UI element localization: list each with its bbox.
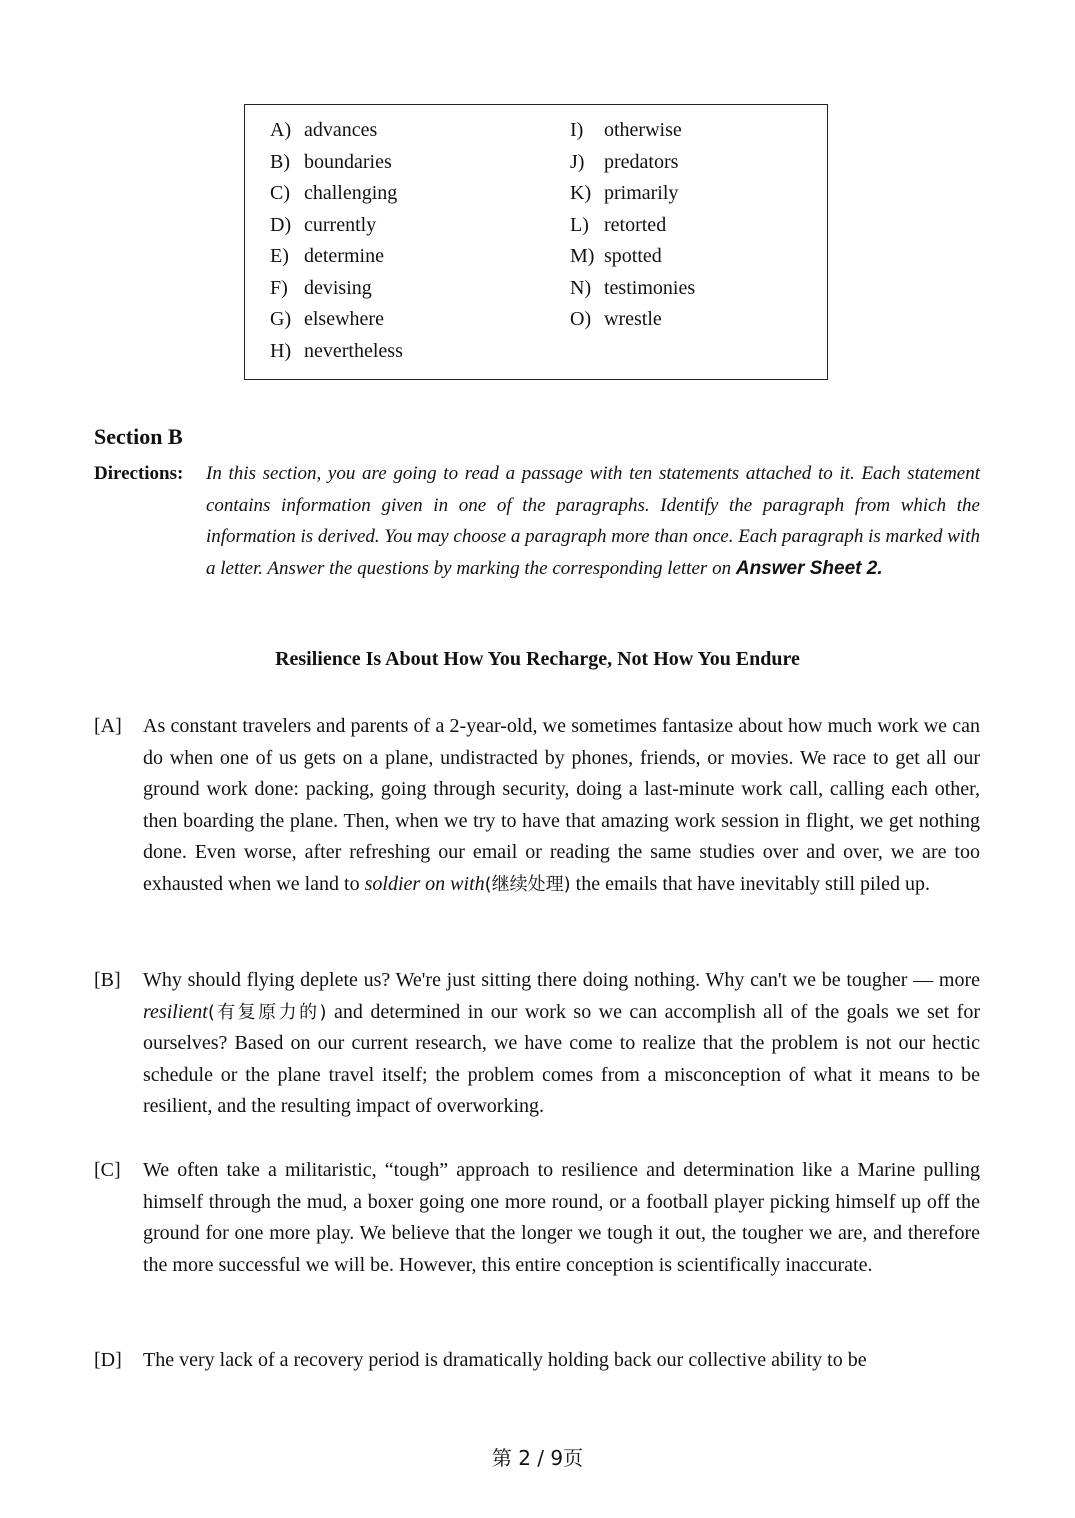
word-bank-left-column xyxy=(270,115,403,367)
word-bank-letter: O) xyxy=(570,308,592,330)
paragraph-text-part: the emails that have inevitably still piled up. xyxy=(575,872,931,895)
word-bank-right-column xyxy=(570,115,695,336)
passage-title: Resilience Is About How You Recharge, Not How You Endure xyxy=(275,648,800,670)
chinese-gloss: (有复原力的) xyxy=(207,1001,327,1023)
word-bank-word: predators xyxy=(604,150,679,173)
word-bank-word: advances xyxy=(304,119,378,141)
word-bank-item xyxy=(270,241,403,273)
directions-label: Directions: xyxy=(94,463,184,484)
word-bank-letter: J) xyxy=(570,150,585,173)
word-bank-letter: F) xyxy=(270,276,288,299)
answer-sheet-reference: Answer Sheet 2. xyxy=(735,557,883,579)
word-bank-item xyxy=(570,273,695,305)
word-bank-letter: H) xyxy=(270,339,292,362)
word-bank-letter: I) xyxy=(570,119,584,141)
word-bank-item xyxy=(570,147,695,179)
paragraph-label: [A] xyxy=(94,715,122,737)
directions-text xyxy=(206,458,980,584)
paragraph-label: [C] xyxy=(94,1159,121,1181)
word-bank-item xyxy=(270,147,403,179)
word-bank-item xyxy=(570,241,695,273)
paragraph-label: [D] xyxy=(94,1349,122,1371)
paragraph-text: The very lack of a recovery period is dramatically holding back our collective ability to be xyxy=(143,1349,867,1371)
paragraph-text-part: and determined in our work so we can accomplish all of the goals we set for ourselves? Based on our current research, we have come to realize that the problem is not our hectic schedule or the plane travel itself; the problem comes from a misconception of what it means to be resilient, and the resulting impact of overworking. xyxy=(143,1000,981,1117)
word-bank-letter: C) xyxy=(270,182,290,204)
word-bank-word: wrestle xyxy=(604,308,662,330)
word-bank-word: otherwise xyxy=(604,119,682,141)
word-bank-word: currently xyxy=(304,213,377,236)
paragraph-text-part: Why should flying deplete us? We're just sitting there doing nothing. Why can't we be tougher — more xyxy=(143,969,980,991)
word-bank-word: nevertheless xyxy=(304,339,403,362)
paragraph-text-part: As constant travelers and parents of a 2-year-old, we sometimes fantasize about how much work we can do when one of us gets on a plane, undistracted by phones, friends, or movies. We race to get all our ground work done: packing, going through security, doing a last-minute work call, calling each other, then boarding the plane. Then, when we try to have that amazing work session in flight, we get nothing done. Even worse, after refreshing our email or reading the same studies over and over, we are too exhausted when we land to xyxy=(143,715,980,895)
word-bank-word: elsewhere xyxy=(304,308,384,330)
chinese-gloss: (继续处理) xyxy=(484,873,571,895)
word-bank-word: boundaries xyxy=(304,150,392,173)
word-bank-word: challenging xyxy=(304,182,398,204)
word-bank-letter: B) xyxy=(270,150,290,173)
word-bank-item xyxy=(570,115,695,147)
word-bank-word: retorted xyxy=(604,213,667,236)
paragraph-text: We often take a militaristic, “tough” approach to resilience and determination like a Marine pulling himself through the mud, a boxer going one more round, or a football player picking himself up off the ground for one more play. We believe that the longer we tough it out, the tougher we are, and therefore the more successful we will be. However, this entire conception is scientifically inaccurate. xyxy=(143,1159,980,1276)
word-bank-letter: D) xyxy=(270,213,292,236)
word-bank-item xyxy=(270,304,403,336)
word-bank-letter: N) xyxy=(570,276,592,299)
paragraph-text xyxy=(143,965,980,1123)
word-bank-word: primarily xyxy=(604,182,679,204)
word-bank-word: testimonies xyxy=(604,276,696,299)
directions-body: In this section, you are going to read a passage with ten statements attached to it. Each statement contains information given in one of the paragraphs. Identify the paragraph from which the information is derived. You may choose a paragraph more than once. Each paragraph is marked with a letter. Answer the questions by marking the corresponding letter on xyxy=(206,463,980,579)
word-bank-item xyxy=(570,304,695,336)
word-bank-letter: E) xyxy=(270,245,289,267)
word-bank-letter: L) xyxy=(570,213,589,236)
word-bank-word: spotted xyxy=(604,245,662,267)
paragraph-text xyxy=(143,711,980,900)
paragraph-label: [B] xyxy=(94,969,121,991)
word-bank-item xyxy=(270,178,403,210)
word-bank-item xyxy=(570,210,695,242)
page-number: 第 2 / 9页 xyxy=(491,1446,584,1470)
word-bank-box xyxy=(244,104,828,380)
word-bank-letter: K) xyxy=(570,182,592,204)
word-bank-word: devising xyxy=(304,276,372,299)
word-bank-letter: A) xyxy=(270,119,292,141)
word-bank-letter: G) xyxy=(270,308,292,330)
word-bank-item xyxy=(270,115,403,147)
word-bank-item xyxy=(270,273,403,305)
word-bank-item xyxy=(570,178,695,210)
word-bank-item xyxy=(270,336,403,368)
word-bank-letter: M) xyxy=(570,245,595,267)
glossed-term: soldier on with xyxy=(364,872,485,895)
word-bank-word: determine xyxy=(304,245,384,267)
section-title: Section B xyxy=(94,424,183,449)
glossed-term: resilient xyxy=(143,1000,208,1023)
word-bank-item xyxy=(270,210,403,242)
